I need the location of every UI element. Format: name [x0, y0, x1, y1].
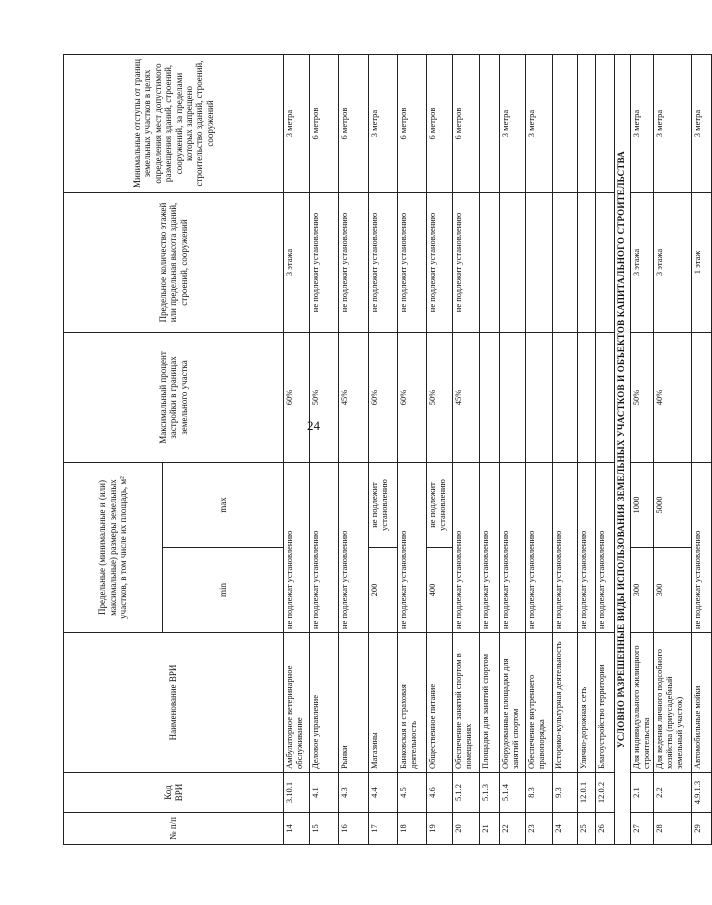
row-setback: 3 метра — [526, 55, 553, 193]
row-name: Улично-дорожная сеть — [578, 633, 596, 773]
row-name: Для ведения личного подсобного хозяйства (приусадебный земельный участок) — [654, 633, 692, 773]
table-row — [692, 55, 712, 845]
row-setback: 3 метра — [692, 55, 712, 193]
row-percent — [553, 333, 578, 463]
row-setback: 6 метров — [310, 55, 339, 193]
header-floors: Предельное количество этажей или предельная высота зданий, строений, сооружений — [64, 193, 284, 333]
row-area-combined: не подлежат установлению — [578, 463, 596, 633]
row-floors: не подлежит установлению — [369, 193, 398, 333]
row-number: 24 — [553, 813, 578, 845]
header-setback: Минимальные отступы от границ земельных участков в целях определения мест допустимого размещения зданий, строений, сооружений, за пределами которых запрещено строительство зданий, строений, сооружений — [64, 55, 284, 193]
row-max-area: не подлежит установлению — [427, 463, 453, 548]
row-name: Автомобильные мойки — [692, 633, 712, 773]
table-row — [578, 55, 596, 845]
row-code: 9.3 — [553, 773, 578, 813]
row-code: 4.3 — [339, 773, 369, 813]
row-setback: 3 метра — [631, 55, 654, 193]
row-setback — [596, 55, 615, 193]
row-name: Рынки — [339, 633, 369, 773]
row-percent: 40% — [654, 333, 692, 463]
table-row — [427, 55, 453, 845]
row-name: Деловое управление — [310, 633, 339, 773]
row-percent — [596, 333, 615, 463]
section-banner-row — [615, 55, 631, 845]
row-number: 18 — [398, 813, 427, 845]
row-setback: 6 метров — [339, 55, 369, 193]
row-area-combined: не подлежат установлению — [596, 463, 615, 633]
row-number: 25 — [578, 813, 596, 845]
row-percent — [526, 333, 553, 463]
row-number: 19 — [427, 813, 453, 845]
row-floors: не подлежит установлению — [453, 193, 480, 333]
row-percent: 45% — [339, 333, 369, 463]
row-number: 26 — [596, 813, 615, 845]
row-percent: 50% — [310, 333, 339, 463]
table-row — [480, 55, 500, 845]
header-num: № п/п — [64, 813, 284, 845]
row-number: 22 — [500, 813, 526, 845]
row-setback: 6 метров — [453, 55, 480, 193]
row-floors: не подлежит установлению — [427, 193, 453, 333]
row-name: Обеспечение занятий спортом в помещениях — [453, 633, 480, 773]
row-area-combined: не подлежат установлению — [692, 463, 712, 633]
row-floors — [553, 193, 578, 333]
row-setback: 3 метра — [500, 55, 526, 193]
header-max: max — [163, 463, 284, 548]
table-row — [500, 55, 526, 845]
row-name: Благоустройство территории — [596, 633, 615, 773]
row-floors — [526, 193, 553, 333]
row-code: 8.3 — [526, 773, 553, 813]
header-name: Наименование ВРИ — [64, 633, 284, 773]
row-number: 27 — [631, 813, 654, 845]
row-number: 29 — [692, 813, 712, 845]
row-name: Обеспечение внутреннего правопорядка — [526, 633, 553, 773]
row-floors — [480, 193, 500, 333]
page-number: 24 — [307, 418, 320, 433]
row-setback: 6 метров — [398, 55, 427, 193]
row-code: 5.1.2 — [453, 773, 480, 813]
row-area-combined: не подлежат установлению — [310, 463, 339, 633]
rotated-table-container — [63, 55, 702, 845]
row-floors: не подлежит установлению — [310, 193, 339, 333]
row-setback: 3 метра — [369, 55, 398, 193]
row-name: Оборудованные площадки для занятий спортом — [500, 633, 526, 773]
table-row — [310, 55, 339, 845]
row-percent: 45% — [453, 333, 480, 463]
row-number: 20 — [453, 813, 480, 845]
row-floors: не подлежит установлению — [339, 193, 369, 333]
row-number: 16 — [339, 813, 369, 845]
row-code: 12.0.2 — [596, 773, 615, 813]
row-number: 15 — [310, 813, 339, 845]
row-area-combined: не подлежат установлению — [480, 463, 500, 633]
row-area-combined: не подлежат установлению — [453, 463, 480, 633]
row-min-area: 200 — [369, 548, 398, 633]
header-area-group — [64, 463, 163, 633]
row-min-area: 300 — [654, 548, 692, 633]
row-code: 2.2 — [654, 773, 692, 813]
row-floors — [578, 193, 596, 333]
row-min-area: 300 — [631, 548, 654, 633]
row-setback: 3 метра — [654, 55, 692, 193]
row-percent: 60% — [398, 333, 427, 463]
row-area-combined: не подлежат установлению — [284, 463, 310, 633]
row-area-combined: не подлежат установлению — [526, 463, 553, 633]
table-row — [553, 55, 578, 845]
row-floors: 1 этаж — [692, 193, 712, 333]
row-code: 3.10.1 — [284, 773, 310, 813]
row-number: 14 — [284, 813, 310, 845]
row-name: Площадки для занятий спортом — [480, 633, 500, 773]
table-row — [284, 55, 310, 845]
row-setback: 6 метров — [427, 55, 453, 193]
zoning-parameters-table — [63, 54, 712, 845]
row-number: 28 — [654, 813, 692, 845]
table-row — [398, 55, 427, 845]
row-code: 4.6 — [427, 773, 453, 813]
row-code: 2.1 — [631, 773, 654, 813]
row-percent: 50% — [631, 333, 654, 463]
row-percent — [500, 333, 526, 463]
row-floors: 3 этажа — [654, 193, 692, 333]
row-name: Для индивидуального жилищного строительства — [631, 633, 654, 773]
row-percent — [692, 333, 712, 463]
table-row — [596, 55, 615, 845]
header-code: Код ВРИ — [64, 773, 284, 813]
row-setback — [553, 55, 578, 193]
row-percent — [578, 333, 596, 463]
row-floors: не подлежит установлению — [398, 193, 427, 333]
row-area-combined: не подлежат установлению — [339, 463, 369, 633]
row-setback: 3 метра — [284, 55, 310, 193]
row-percent: 50% — [427, 333, 453, 463]
row-area-combined: не подлежат установлению — [500, 463, 526, 633]
row-code: 4.5 — [398, 773, 427, 813]
table-row — [631, 55, 654, 845]
section-banner: УСЛОВНО РАЗРЕШЕННЫЕ ВИДЫ ИСПОЛЬЗОВАНИЯ ЗЕМЕЛЬНЫХ УЧАСТКОВ И ОБЪЕКТОВ КАПИТАЛЬНОГО СТРОИТЕЛЬСТВА — [615, 55, 631, 845]
row-floors: 3 этажа — [631, 193, 654, 333]
row-name: Историко-культурная деятельность — [553, 633, 578, 773]
header-min: min — [163, 548, 284, 633]
row-name: Общественное питание — [427, 633, 453, 773]
row-number: 17 — [369, 813, 398, 845]
row-floors: 3 этажа — [284, 193, 310, 333]
row-max-area: 5000 — [654, 463, 692, 548]
row-setback — [480, 55, 500, 193]
table-row — [654, 55, 692, 845]
row-name: Амбулаторное ветеринарное обслуживание — [284, 633, 310, 773]
row-floors — [596, 193, 615, 333]
row-percent: 60% — [369, 333, 398, 463]
row-setback — [578, 55, 596, 193]
row-code: 12.0.1 — [578, 773, 596, 813]
table-row — [339, 55, 369, 845]
row-name: Банковская и страховая деятельность — [398, 633, 427, 773]
table-body — [284, 55, 712, 845]
row-percent — [480, 333, 500, 463]
row-code: 5.1.4 — [500, 773, 526, 813]
table-row — [453, 55, 480, 845]
row-min-area: 400 — [427, 548, 453, 633]
row-code: 4.1 — [310, 773, 339, 813]
header-percent: Максимальный процент застройки в границах земельного участка — [64, 333, 284, 463]
row-code: 4.4 — [369, 773, 398, 813]
row-percent: 60% — [284, 333, 310, 463]
row-area-combined: не подлежат установлению — [398, 463, 427, 633]
row-area-combined: не подлежат установлению — [553, 463, 578, 633]
row-number: 23 — [526, 813, 553, 845]
table-row — [526, 55, 553, 845]
row-max-area: 1000 — [631, 463, 654, 548]
row-floors — [500, 193, 526, 333]
row-max-area: не подлежит установлению — [369, 463, 398, 548]
row-code: 4.9.1.3 — [692, 773, 712, 813]
row-code: 5.1.3 — [480, 773, 500, 813]
header-area-group-text: Предельные (минимальные и (или) максимальные) размеры земельных участков, в том числе их площадь, м² — [97, 476, 129, 619]
table-row — [369, 55, 398, 845]
row-number: 21 — [480, 813, 500, 845]
row-name: Магазины — [369, 633, 398, 773]
